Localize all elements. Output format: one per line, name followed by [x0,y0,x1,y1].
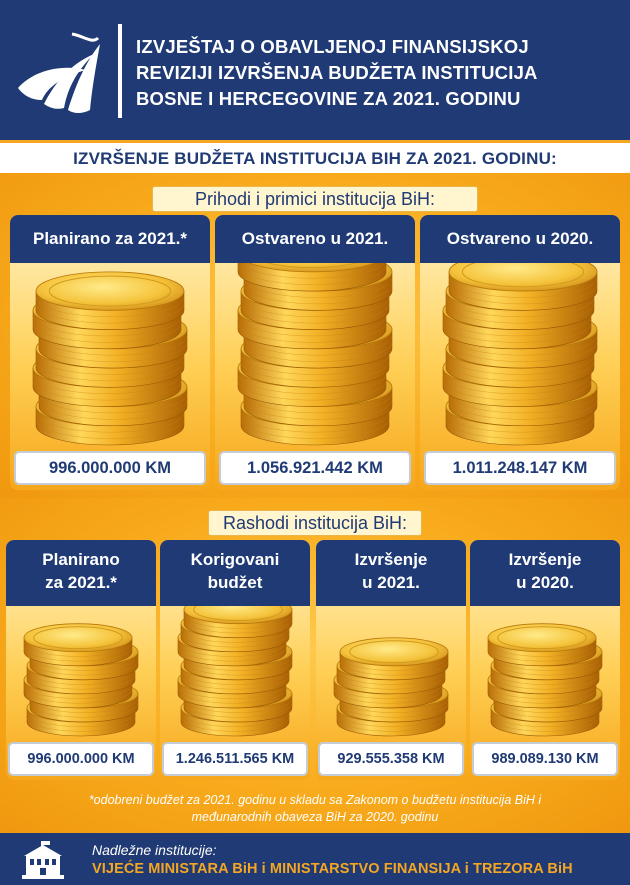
card-label: Planirano za 2021.* [32,229,188,248]
card-label-line: Izvršenje [508,550,582,569]
footer-label: Nadležne institucije: [92,842,217,858]
coin [36,272,184,330]
footnote [20,792,610,826]
card-value: 1.011.248.147 KM [424,451,616,485]
card-value: 996.000.000 KM [14,451,206,485]
card-label-line: za 2021.* [45,573,117,592]
expenses-card-revised [160,540,310,780]
card-header [420,215,620,263]
coin [449,263,597,310]
coin-stack-icon [10,263,210,451]
card-label-line: Korigovani [190,550,280,569]
card-header [215,215,415,263]
header-divider [118,24,122,118]
card-label-line: Izvršenje [354,550,428,569]
expenses-card-executed-2021 [316,540,466,780]
coin-stack-icon [160,606,310,742]
card-value: 929.555.358 KM [318,742,464,776]
expenses-card-planned [6,540,156,780]
footer [0,833,630,885]
card-label-line: u 2021. [362,573,420,592]
header [0,0,630,140]
coin-stack-icon [6,606,156,742]
card-value: 1.056.921.442 KM [219,451,411,485]
coin-stack-icon [470,606,620,742]
coin-stack-icon [316,606,466,742]
report-title-line: BOSNE I HERCEGOVINE ZA 2021. GODINU [136,88,521,109]
coin [340,638,448,680]
footnote-line: međunarodnih obaveza BiH za 2020. godinu [191,810,439,824]
coin-stack-icon [215,263,415,451]
government-building-icon [22,841,64,879]
card-label: Ostvareno u 2021. [241,229,389,248]
card-value: 996.000.000 KM [8,742,154,776]
card-label: Ostvareno u 2020. [446,229,594,248]
card-header [10,215,210,263]
footnote-line: *odobreni budžet za 2021. godinu u skladu sa Zakonom o budžetu institucija BiH i [88,793,542,807]
report-title [136,34,616,112]
revenue-card-actual-2021 [215,215,415,490]
card-label-line: budžet [207,573,263,592]
page-subtitle: IZVRŠENJE BUDŽETA INSTITUCIJA BIH ZA 2021. GODINU: [73,149,557,168]
revenue-section-label: Prihodi i primici institucija BiH: [152,186,478,212]
report-title-line: REVIZIJI IZVRŠENJA BUDŽETA INSTITUCIJA [136,62,538,83]
subtitle-band [0,143,630,173]
expenses-section-label: Rashodi institucija BiH: [208,510,422,536]
revenue-card-actual-2020 [420,215,620,490]
card-label-line: Planirano [42,550,120,569]
card-value: 1.246.511.565 KM [162,742,308,776]
card-label-line: u 2020. [516,573,574,592]
card-header [160,540,310,606]
card-header [316,540,466,606]
card-header [6,540,156,606]
coin [184,606,292,638]
revenue-card-planned [10,215,210,490]
card-value: 989.089.130 KM [472,742,618,776]
audit-office-logo-icon [14,24,106,120]
expenses-card-executed-2020 [470,540,620,780]
report-title-line: IZVJEŠTAJ O OBAVLJENOJ FINANSIJSKOJ [136,36,529,57]
responsible-institutions: VIJEĆE MINISTARA BiH i MINISTARSTVO FINANSIJA i TREZORA BiH [92,861,573,877]
coin-stack-icon [420,263,620,451]
coin [488,624,596,666]
coin [24,624,132,666]
card-header [470,540,620,606]
